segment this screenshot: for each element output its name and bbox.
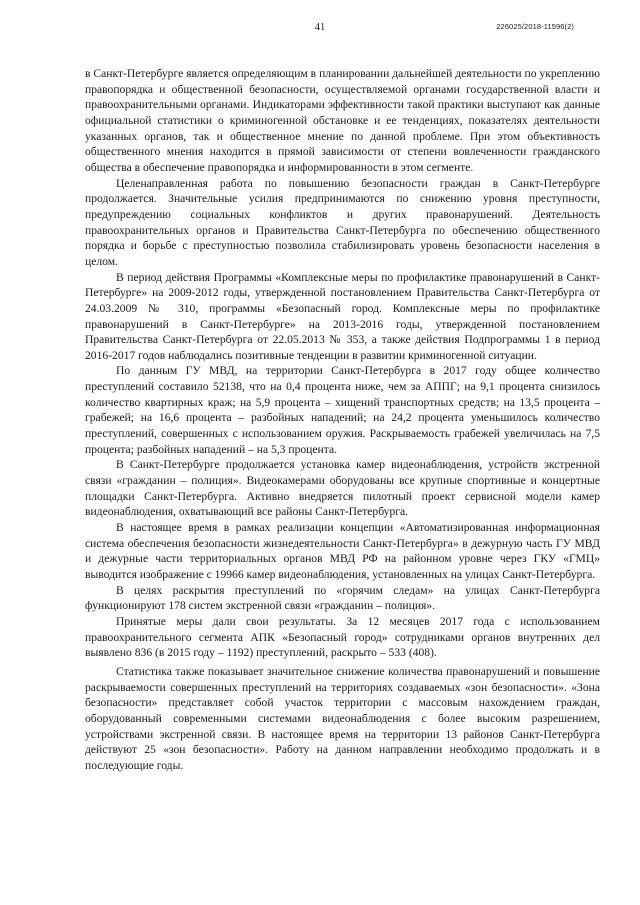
page-number: 41 [314,22,326,33]
paragraph: В Санкт-Петербурге продолжается установка камер видеонаблюдения, устройств экстренной связи «гражданин – полиция». Видеокамерами оборудованы все крупные спортивные и концертные площадки Санкт-Петербурга. Активно внедряется пилотный проект сервисной модели камер видеонаблюдения, охватывающий все районы Санкт-Петербурга. [85,458,600,519]
paragraph: В целях раскрытия преступлений по «горячим следам» на улицах Санкт-Петербурга функционируют 178 систем экстренной связи «гражданин – полиция». [85,583,600,613]
document-body [85,66,600,774]
paragraph: Статистика также показывает значительное снижение количества правонарушений и повышение раскрываемости совершенных преступлений на территориях создаваемых «зон безопасности». «Зона безопасности» представляет собой участок территории с массовым нахождением граждан, оборудованный современными системами видеонаблюдения с более высоким разрешением, устройствами экстренной связи. В настоящее время на территории 13 районов Санкт-Петербурга действуют 25 «зон безопасности». Работу на данном направлении необходимо продолжать и в последующие годы. [85,664,600,772]
paragraph: В период действия Программы «Комплексные меры по профилактике правонарушений в Санкт-Петербурге» на 2009-2012 годы, утвержденной постановлением Правительства Санкт-Петербурга от 24.03.2009 № 310, программы «Безопасный город. Комплексные меры по профилактике правонарушений в Санкт-Петербурге» на 2013-2016 годы, утвержденной постановлением Правительства Санкт-Петербурга от 22.05.2013 № 353, а также действия Подпрограммы 1 в период 2016-2017 годов наблюдались позитивные тенденции в развитии криминогенной ситуации. [85,270,600,362]
paragraph: в Санкт-Петербурге является определяющим в планировании дальнейшей деятельности по укреплению правопорядка и общественной безопасности, осуществляемой органами государственной власти и правоохранительными органами. Индикаторами эффективности такой практики выступают как данные официальной статистики о криминогенной обстановке и ее тенденциях, показателях деятельности указанных органов, так и общественное мнение по данной проблеме. При этом объективность общественного мнения находится в прямой зависимости от степени вовлеченности гражданского общества в обеспечение правопорядка и информированности в этом сегменте. [85,67,600,174]
paragraph: Принятые меры дали свои результаты. За 12 месяцев 2017 года с использованием правоохранительного сегмента АПК «Безопасный город» сотрудниками органов внутренних дел выявлено 836 (в 2015 году – 1192) преступлений, раскрыто – 533 (408). [85,614,600,660]
paragraph: Целенаправленная работа по повышению безопасности граждан в Санкт-Петербурге продолжается. Значительные усилия предпринимаются по снижению уровня преступности, предупреждению социальных конфликтов и других правонарушений. Деятельность правоохранительных органов и Правительства Санкт-Петербурга по обеспечению общественного порядка и борьбе с преступностью позволила стабилизировать уровень безопасности населения в целом. [85,176,600,268]
paragraph: В настоящее время в рамках реализации концепции «Автоматизированная информационная система обеспечения безопасности жизнедеятельности Санкт-Петербурга» в дежурную часть ГУ МВД и дежурные части территориальных органов МВД РФ на районном уровне через ГКУ «ГМЦ» выводится изображение с 19966 камер видеонаблюдения, установленных на улицах Санкт-Петербурга. [85,521,600,581]
paragraph: По данным ГУ МВД, на территории Санкт-Петербурга в 2017 году общее количество преступлений составило 52138, что на 0,4 процента ниже, чем за АППГ; на 9,1 процента снизилось количество квартирных краж; на 5,9 процента – хищений транспортных средств; на 13,5 процента – грабежей; на 16,6 процента – разбойных нападений; на 24,2 процента уменьшилось количество преступлений, совершенных с использованием оружия. Раскрываемость грабежей увеличилась на 7,5 процента; разбойных нападений – на 5,3 процента. [85,364,600,456]
document-id: 226025/2018-11596(2) [496,22,574,31]
